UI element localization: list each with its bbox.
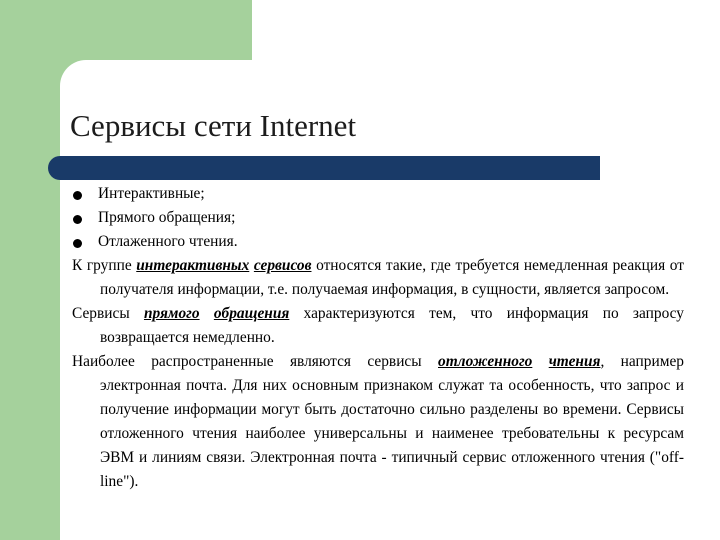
bullet-text: Интерактивные; — [98, 185, 205, 202]
emphasis-term: прямого — [143, 305, 200, 322]
bullet-icon — [73, 239, 82, 248]
bullet-icon — [73, 215, 82, 224]
decorative-green-strip — [0, 90, 60, 540]
emphasis-term: отложенного — [438, 353, 533, 370]
emphasis-term: чтения — [548, 353, 601, 370]
bullet-text: Отлаженного чтения. — [98, 233, 238, 250]
emphasis-term: интерактивных — [136, 257, 250, 274]
emphasis-term: сервисов — [253, 257, 312, 274]
bullet-text: Прямого обращения; — [98, 209, 236, 226]
bullet-icon — [73, 191, 82, 200]
paragraph-deferred — [72, 350, 684, 494]
bullet-item — [72, 206, 684, 230]
paragraph-interactive — [72, 254, 684, 302]
bullet-item — [72, 182, 684, 206]
paragraph-text: К группе — [72, 257, 137, 274]
paragraph-text: , например электронная почта. Для них основным признаком служат та особенность, что запрос и получение информации могут быть достаточно сильно разделены во времени. Сервисы отложенного чтения наиболее универсальны и наименее требовательны к ресурсам ЭВМ и линиям связи. Электронная почта - типичный сервис отложенного чтения ("off-line"). — [100, 353, 684, 490]
paragraph-text: относятся такие, где требуется немедленная реакция от получателя информации, т.е. получаемая информация, в сущности, является запросом. — [100, 257, 684, 298]
paragraph-direct — [72, 302, 684, 350]
paragraph-text — [200, 305, 214, 322]
title-underline-bar — [48, 156, 600, 180]
paragraph-text: Сервисы — [72, 305, 144, 322]
bullet-item — [72, 230, 684, 254]
paragraph-text: характеризуются тем, что информация по запросу возвращается немедленно. — [100, 305, 684, 346]
emphasis-term: обращения — [213, 305, 290, 322]
paragraph-text — [532, 353, 548, 370]
paragraph-text: Наиболее распространенные являются сервисы — [72, 353, 438, 370]
slide-content — [72, 182, 684, 494]
slide-title: Сервисы сети Internet — [70, 108, 357, 143]
